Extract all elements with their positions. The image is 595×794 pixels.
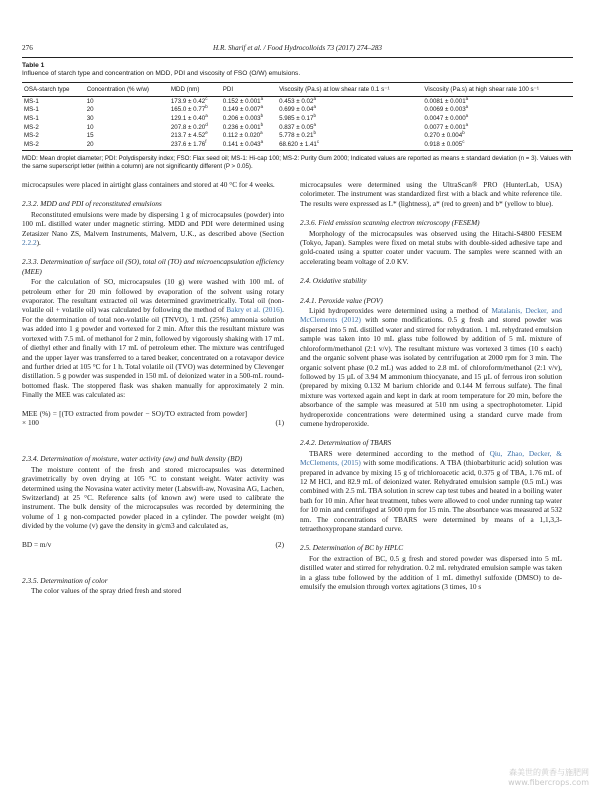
table-cell bbox=[277, 106, 422, 115]
table-cell bbox=[277, 140, 422, 150]
paragraph-text: Lipid hydroperoxides were determined using a method of bbox=[309, 306, 489, 316]
table-cell bbox=[85, 114, 169, 123]
table-cell bbox=[221, 106, 277, 115]
table-cell bbox=[22, 106, 85, 115]
citation-link[interactable]: Bakry et al. (2016) bbox=[226, 305, 283, 315]
significance-letter: b bbox=[205, 104, 208, 110]
table-row bbox=[22, 140, 573, 150]
section-heading: 2.5. Determination of BC by HPLC bbox=[300, 543, 404, 553]
section-heading: 2.4. Oxidative stability bbox=[300, 276, 367, 286]
table-header-row bbox=[22, 83, 573, 97]
equation-1 bbox=[22, 409, 284, 428]
paragraph bbox=[300, 306, 562, 428]
paragraph-text: with some modifications. 0.5 g fresh and stored powder was dispersed into 5 mL distilled water and stirred for rehydration. 1 mL rehydrated emulsion sample was taken into 10 mL glass tube followed by addition of 5 mL mixture of chloroform/methanol (2:1 v/v). The resultant mixture was vortexed 3 times (10 s each) and the organic solvent phase was isolated by centrifugation at 2000 rpm for 3 min. The organic solvent phase (0.2 mL) was added to 2.8 mL of chloroform/methanol (2:1 v/v), followed by 15 µL of 3.94 M ammonium thiocyanate, and 15 µL of ferrous iron solution (prepared by mixing 0.132 M barium chloride and 0.144 M ferrous sulfate). The final mixture was vortexed again and kept in dark at room temperature for 20 min, before the absorbance of the sample was measured at 510 nm using a spectrophotometer. Lipid hydroperoxide concentrations were determined using a standard curve made from cumene hydroperoxide. bbox=[300, 315, 562, 428]
table-cell bbox=[22, 131, 85, 140]
cell-value: MS-2 bbox=[24, 132, 39, 140]
table-row bbox=[22, 114, 573, 123]
cell-value: 0.918 ± 0.005 bbox=[424, 140, 463, 148]
significance-letter: a bbox=[313, 121, 316, 127]
significance-letter: a bbox=[260, 95, 264, 101]
cell-value: 5.778 ± 0.21 bbox=[279, 132, 314, 140]
table-cell bbox=[169, 131, 221, 140]
table-cell bbox=[221, 140, 277, 150]
table-cell bbox=[422, 97, 573, 106]
right-column bbox=[300, 180, 562, 591]
citation-link[interactable]: Qiu, Zhao, Decker, & McClements, (2015) bbox=[300, 448, 562, 468]
paragraph-text: TBARS were determined according to the method of bbox=[309, 448, 485, 458]
paragraph-text: with some modifications. A TBA (thiobarbituric acid) solution was prepared in advance by mixing 15 g of trichloroacetic acid, 0.375 g of TBA, 1.76 mL of 12 M HCl, and 82.9 mL of deionized water. Rehydrated emulsion sample (0.5 mL) was combined with 2.5 mL TBA solution in screw cap test tubes and heated in a boiling water bath for 10 min. After heat treatment, tubes were allowed to cool under running tap water for 10 min and centrifuged at 5000 rpm for 15 min. The absorbance was measured at 532 nm. The concentrations of TBARS were determined by means of a 1,1,3,3-tetraethoxypropane standard curve. bbox=[300, 458, 562, 533]
left-column bbox=[22, 180, 284, 596]
paragraph: For the extraction of BC, 0.5 g fresh and stored powder was dispersed into 5 mL distilled water and stirred for rehydration. 0.2 mL rehydrated emulsion sample was taken in a glass tube followed by the addition of 1 mL dimethyl sulfoxide (DMSO) to de-emulsify the emulsion through vortex agitations (3 times, 10 s bbox=[300, 553, 562, 592]
significance-letter: a bbox=[465, 95, 469, 101]
equation-text: MEE (%) = [(TO extracted from powder − SO)/TO extracted from powder] × 100 bbox=[22, 408, 247, 427]
cell-value: 213.7 ± 4.52 bbox=[170, 132, 206, 140]
citation-link[interactable]: Matalanis, Decker, and McClements (2012) bbox=[300, 306, 562, 325]
cell-value: 5.985 ± 0.17 bbox=[279, 114, 314, 122]
cell-value: 20 bbox=[86, 106, 94, 114]
significance-letter: b bbox=[313, 130, 316, 136]
table-cell bbox=[22, 140, 85, 150]
significance-letter: a bbox=[465, 121, 469, 127]
significance-letter: a bbox=[205, 112, 208, 118]
column-header: MDD (nm) bbox=[169, 83, 221, 97]
cell-value: 10 bbox=[86, 97, 94, 105]
significance-letter: b bbox=[260, 112, 264, 118]
table-cell bbox=[169, 106, 221, 115]
cell-value: 10 bbox=[86, 123, 94, 131]
table-row bbox=[22, 97, 573, 106]
cell-value: MS-2 bbox=[24, 123, 39, 131]
cell-value: 207.8 ± 0.20 bbox=[170, 123, 206, 131]
cell-value: 0.453 ± 0.02 bbox=[279, 97, 314, 105]
cell-value: 0.236 ± 0.001 bbox=[222, 123, 261, 131]
cell-value: 0.0069 ± 0.003 bbox=[424, 106, 466, 114]
column-header: Viscosity (Pa.s) at high shear rate 100 s⁻¹ bbox=[422, 83, 573, 97]
section-heading: 2.4.2. Determination of TBARS bbox=[300, 438, 392, 448]
watermark-line: 森美世的黄香与施肥网 bbox=[509, 768, 589, 777]
watermark bbox=[508, 768, 589, 788]
section-link[interactable]: 2.2.2 bbox=[22, 238, 37, 248]
cell-value: 0.699 ± 0.04 bbox=[279, 106, 314, 114]
table-cell bbox=[85, 131, 169, 140]
equation-number: (2) bbox=[275, 539, 284, 549]
paragraph-text: . For the determination of total non-volatile oil (TNVO), 1 mL (25%) ammonia solution was added into 1 g powder and vortexed for 2 min. After this the resultant mixture was vortexed with 7.5 mL of methanol for 2 min, followed by vigorously shaking with 17 mL of diethyl ether and finally with 17 mL of petroleum ether. The mixture was centrifuged and the upper layer was transferred to a tared beaker, concentrated on a rotavapor device and further dried at 105 °C for 1 h. Total volatile oil (TVO) was determined by Clevenger distillation. 5 g powder was suspended in 150 mL of deionized water in a 500-mL round-bottomed flask. The stoppered flask was shaken manually for approximately 2 min. Finally the MEE was calculated as: bbox=[22, 305, 284, 400]
table-cell bbox=[277, 97, 422, 106]
table-cell bbox=[221, 114, 277, 123]
table-cell bbox=[85, 97, 169, 106]
significance-letter: b bbox=[313, 112, 316, 118]
cell-value: 15 bbox=[86, 132, 94, 140]
equation-2 bbox=[22, 540, 284, 549]
table-caption: Influence of starch type and concentration on MDD, PDI and viscosity of FSO (O/W) emulsions. bbox=[22, 70, 301, 77]
table-row bbox=[22, 131, 573, 140]
significance-letter: a bbox=[260, 104, 264, 110]
cell-value: 129.1 ± 0.40 bbox=[170, 114, 206, 122]
cell-value: 0.270 ± 0.004 bbox=[424, 132, 463, 140]
table-cell bbox=[277, 114, 422, 123]
table-cell bbox=[85, 106, 169, 115]
table-cell bbox=[22, 97, 85, 106]
significance-letter: d bbox=[205, 121, 208, 127]
section-heading: 2.3.4. Determination of moisture, water activity (aw) and bulk density (BD) bbox=[22, 454, 243, 464]
cell-value: MS-1 bbox=[24, 106, 39, 114]
watermark-line: www.fibercrops.com bbox=[508, 778, 589, 787]
table-cell bbox=[221, 123, 277, 132]
table-cell bbox=[169, 114, 221, 123]
equation-text: BD = m/v bbox=[22, 539, 52, 549]
cell-value: 30 bbox=[86, 114, 94, 122]
paragraph bbox=[22, 210, 284, 248]
cell-value: 0.149 ± 0.007 bbox=[222, 106, 261, 114]
significance-letter: c bbox=[205, 95, 208, 101]
paragraph: The color values of the spray dried fresh and stored bbox=[31, 586, 182, 596]
table-cell bbox=[277, 131, 422, 140]
table-cell bbox=[422, 123, 573, 132]
table-cell bbox=[422, 140, 573, 150]
paragraph-text: For the calculation of SO, microcapsules (10 g) were washed with 100 mL of petroleum ether for 20 min followed by evaporation of the solvent using rotary evaporator. The resultant extracted oil was determined gravimetrically. Total oil (non-volatile oil + volatile oil) was calculated by following the method of bbox=[22, 277, 284, 315]
cell-value: 0.152 ± 0.001 bbox=[222, 97, 261, 105]
section-heading: 2.3.6. Field emission scanning electron microscopy (FESEM) bbox=[300, 218, 480, 228]
paragraph: microcapsules were placed in airtight glass containers and stored at 40 °C for 4 weeks. bbox=[22, 180, 275, 189]
section-heading: 2.3.5. Determination of color bbox=[22, 576, 108, 585]
paragraph-text: Reconstituted emulsions were made by dispersing 1 g of microcapsules (powder) into 100 mL distilled water under magnetic stirring. MDD and PDI were determined using Zetasizer Nano ZS, Malvern Instruments, Malvern, U.K., as described above (Section bbox=[22, 209, 284, 238]
significance-letter: a bbox=[260, 138, 264, 144]
table-cell bbox=[85, 140, 169, 150]
equation-number: (1) bbox=[275, 417, 284, 427]
data-table bbox=[22, 82, 573, 151]
significance-letter: a bbox=[465, 104, 469, 110]
table-cell bbox=[169, 97, 221, 106]
table-cell bbox=[22, 123, 85, 132]
column-header: Concentration (% w/w) bbox=[85, 83, 169, 97]
significance-letter: a bbox=[260, 130, 263, 136]
table-row bbox=[22, 123, 573, 132]
table-cell bbox=[221, 97, 277, 106]
significance-letter: a bbox=[465, 112, 469, 118]
table-row bbox=[22, 106, 573, 115]
table-cell bbox=[422, 114, 573, 123]
cell-value: 0.837 ± 0.05 bbox=[279, 123, 314, 131]
paragraph: The moisture content of the fresh and stored microcapsules was determined gravimetrically by oven drying at 105 °C to constant weight. Water activity was determined using the Novasina water activity meter (Labswift-aw, Novasina AG, Lachen, Switzerland) at 25 °C. Reference salts (of known aw) were used to calibrate the instrument. The bulk density of the microcapsules was recorded by determining the volume of 1 g non-compacted powder placed in a cylinder. The powder weight (m) divided by the volume (v) gave the density in g/cm3 and calculated as, bbox=[22, 464, 284, 531]
significance-letter: b bbox=[462, 130, 465, 136]
table-cell bbox=[22, 114, 85, 123]
column-header: OSA-starch type bbox=[22, 83, 85, 97]
cell-value: 0.112 ± 0.020 bbox=[222, 132, 261, 140]
table-cell bbox=[85, 123, 169, 132]
cell-value: 0.141 ± 0.043 bbox=[222, 140, 261, 148]
significance-letter: a bbox=[313, 95, 316, 101]
table-cell bbox=[169, 123, 221, 132]
significance-letter: e bbox=[205, 130, 208, 136]
cell-value: MS-1 bbox=[24, 97, 39, 105]
significance-letter: b bbox=[260, 121, 264, 127]
table-cell bbox=[422, 106, 573, 115]
table-cell bbox=[422, 131, 573, 140]
running-head: H.R. Sharif et al. / Food Hydrocolloids 73 (2017) 274–283 bbox=[212, 44, 383, 52]
paragraph-text: ). bbox=[36, 238, 41, 248]
paragraph: Morphology of the microcapsules was observed using the Hitachi-S4800 FESEM (Tokyo, Japan). Samples were fixed on metal stubs with double-sided adhesive tape and gold-coated using a sputter coater under vacuum. The samples were scanned with an accelerating beam voltage of 2.0 KV. bbox=[300, 228, 562, 266]
cell-value: 68.620 ± 1.41 bbox=[279, 140, 317, 148]
cell-value: MS-1 bbox=[24, 114, 39, 122]
cell-value: MS-2 bbox=[24, 140, 39, 148]
table-cell bbox=[169, 140, 221, 150]
cell-value: 0.0081 ± 0.001 bbox=[424, 97, 466, 105]
paragraph: microcapsules were determined using the UltraScan® PRO (HunterLab, USA) colorimeter. The instrument was standardized first with a black and white reference tile. The results were expressed as L* (lightness), a* (red to green) and b* (yellow to blue). bbox=[300, 180, 562, 208]
significance-letter: a bbox=[313, 104, 316, 110]
cell-value: 20 bbox=[86, 140, 94, 148]
cell-value: 0.0047 ± 0.000 bbox=[424, 114, 466, 122]
table-cell bbox=[277, 123, 422, 132]
table-footnote: MDD: Mean droplet diameter; PDI: Polydispersity index; FSO: Flax seed oil; MS-1: Hi-cap 100; MS-2: Purity Gum 2000; Indicated values are reported as means ± standard deviation (n = 3). Values with the same superscript letter (within a column) are not significantly different (P > 0.05). bbox=[22, 155, 572, 170]
cell-value: 237.6 ± 1.76 bbox=[170, 140, 206, 148]
cell-value: 0.206 ± 0.003 bbox=[222, 114, 261, 122]
table-label: Table 1 bbox=[22, 62, 45, 69]
cell-value: 173.9 ± 0.42 bbox=[170, 97, 206, 105]
section-heading: 2.3.2. MDD and PDI of reconstituted emulsions bbox=[22, 199, 162, 209]
column-header: Viscosity (Pa.s) at low shear rate 0.1 s⁻¹ bbox=[277, 83, 422, 97]
running-header bbox=[22, 44, 573, 56]
column-header: PDI bbox=[221, 83, 277, 97]
header-rule bbox=[22, 57, 573, 58]
significance-letter: c bbox=[462, 138, 465, 144]
section-heading: 2.3.3. Determination of surface oil (SO), total oil (TO) and microencapsulation efficiency (MEE) bbox=[22, 257, 284, 276]
table-cell bbox=[221, 131, 277, 140]
page-number: 276 bbox=[22, 44, 33, 52]
section-heading: 2.4.1. Peroxide value (POV) bbox=[300, 295, 383, 305]
paragraph bbox=[22, 277, 284, 399]
cell-value: 165.0 ± 0.77 bbox=[170, 106, 206, 114]
cell-value: 0.0077 ± 0.001 bbox=[424, 123, 466, 131]
table-body bbox=[22, 97, 573, 151]
paragraph bbox=[300, 449, 562, 534]
significance-letter: c bbox=[316, 138, 320, 144]
significance-letter: f bbox=[205, 138, 207, 144]
